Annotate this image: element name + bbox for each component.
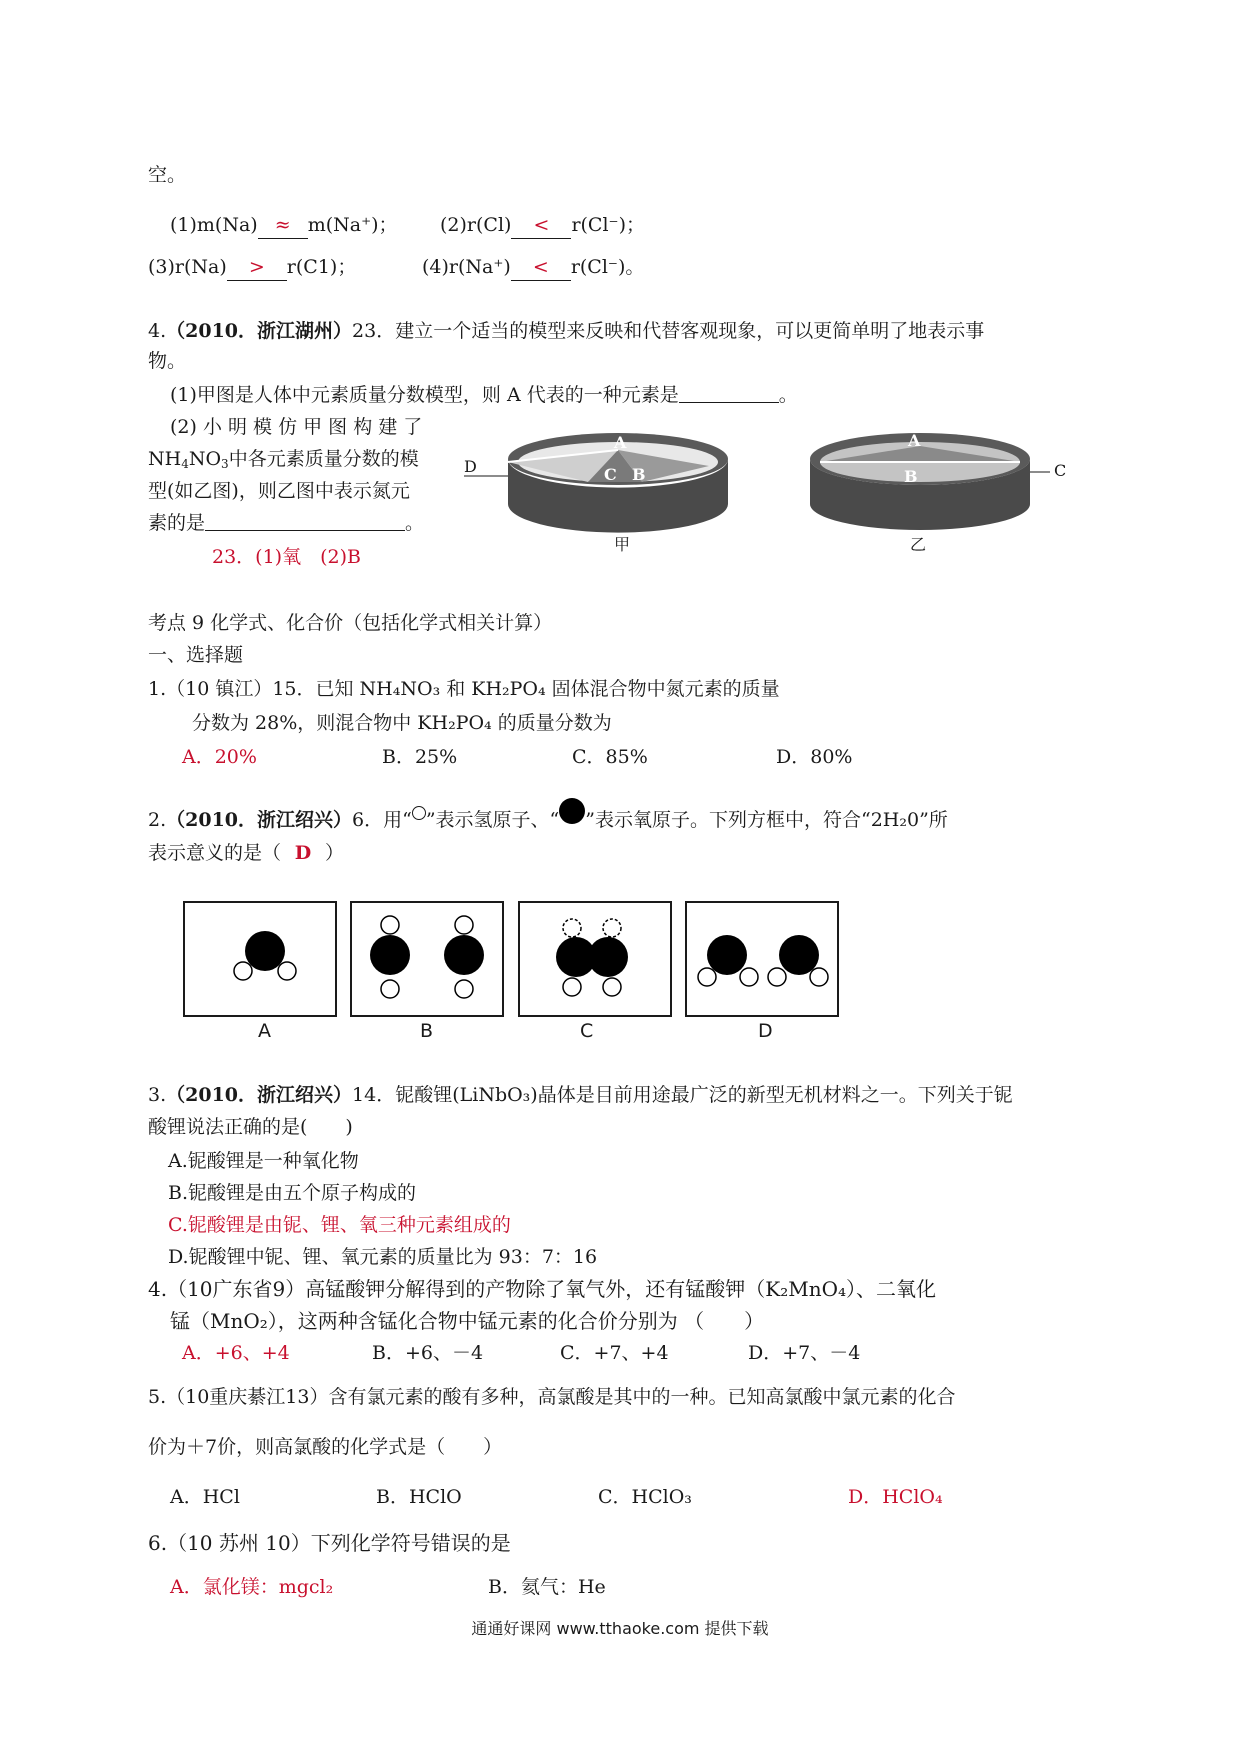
- q4-source: （2010．浙江湖州）: [166, 320, 353, 342]
- q3-r2a-text: (3)r(Na): [148, 256, 227, 278]
- jia-label-c: C: [604, 465, 617, 484]
- q4-stem: 23．建立一个适当的模型来反映和代替客观现象，可以更简单明了地表示事: [352, 320, 985, 342]
- c3-source: （2010．浙江绍兴）: [166, 1084, 353, 1106]
- c1-option-d: D．80%: [776, 746, 853, 768]
- c2-source: （2010．浙江绍兴）: [166, 809, 353, 831]
- q3-r2b-text: (4)r(Na⁺): [422, 256, 511, 278]
- page-footer: 通通好课网 www.tthaoke.com 提供下载: [471, 1619, 769, 1638]
- molecule-b-icon: [352, 903, 502, 1015]
- q3-r1b-text: (2)r(Cl): [440, 214, 512, 236]
- q4-sub1-text: (1)甲图是人体中元素质量分数模型，则 A 代表的一种元素是: [170, 384, 679, 406]
- jia-label-d: D: [464, 457, 477, 476]
- c4-option-a: A．+6、+4: [182, 1342, 290, 1364]
- q4-formula-sub4: 4: [181, 457, 189, 471]
- c2-line1: [148, 798, 948, 833]
- q3-r1b-answer: <: [511, 212, 571, 239]
- c6-option-b: B．氦气：He: [488, 1576, 606, 1598]
- molecule-label-c: C: [580, 1020, 594, 1042]
- q3-row2a: [148, 254, 356, 281]
- q4-sub2-l2: [148, 446, 419, 472]
- molecule-d-icon: [687, 903, 837, 1015]
- yi-caption: 乙: [910, 535, 927, 554]
- c1-option-c: C．85%: [572, 746, 648, 768]
- q4-line1: [148, 318, 984, 344]
- hydrogen-atom-icon: [412, 806, 426, 820]
- q3-row2b: [422, 254, 644, 281]
- c4-option-c: C．+7、+4: [560, 1342, 669, 1364]
- q4-sub2-l4: [148, 510, 424, 536]
- c2-text-b: ”表示氢原子、“: [425, 809, 560, 831]
- c4-line1: 4.（10广东省9）高锰酸钾分解得到的产物除了氧气外，还有锰酸钾（K₂MnO₄）、二氧化: [148, 1277, 936, 1301]
- q3-r1a-text: (1)m(Na): [170, 214, 258, 236]
- molecule-box-d: [685, 901, 839, 1017]
- c1-option-b: B．25%: [382, 746, 458, 768]
- q4-line2: 物。: [148, 350, 187, 372]
- c3-option-b: B.铌酸锂是由五个原子构成的: [168, 1182, 417, 1204]
- c2-text-a: 6．用“: [352, 809, 412, 831]
- q4-sub2-l4-end: 。: [405, 512, 425, 534]
- yi-label-c: C: [1054, 461, 1067, 480]
- c2-number: 2.: [148, 809, 167, 831]
- q3-r2a-answer: >: [227, 254, 287, 281]
- molecule-label-d: D: [758, 1020, 773, 1042]
- jia-label-b: B: [632, 465, 646, 484]
- c3-number: 3.: [148, 1084, 167, 1106]
- q4-sub2-l1: (2) 小 明 模 仿 甲 图 构 建 了: [170, 416, 423, 438]
- c3-line2: 酸锂说法正确的是( ): [148, 1116, 353, 1138]
- c5-option-d: D．HClO₄: [848, 1486, 943, 1508]
- q4-answer: 23．(1)氧 (2)B: [212, 546, 361, 568]
- c3-line1: [148, 1082, 1013, 1108]
- c5-option-c: C．HClO₃: [598, 1486, 692, 1508]
- c2-answer: D: [294, 842, 312, 864]
- q3-tail: 空。: [148, 164, 187, 186]
- c3-option-c: C.铌酸锂是由铌、锂、氧三种元素组成的: [168, 1214, 511, 1236]
- q4-number: 4.: [148, 320, 167, 342]
- c1-line1: 1.（10 镇江）15．已知 NH₄NO₃ 和 KH₂PO₄ 固体混合物中氮元素的质量: [148, 678, 780, 700]
- yi-label-a: A: [908, 431, 921, 450]
- q4-sub2-l4-text: 素的是: [148, 512, 206, 534]
- q4-sub2-l3: 型(如乙图)，则乙图中表示氮元: [148, 480, 410, 502]
- c2-text-c: ”表示氧原子。下列方框中，符合“2H₂0”所: [585, 809, 948, 831]
- molecule-box-a: [183, 901, 337, 1017]
- c2-line2-text: 表示意义的是（: [148, 842, 282, 864]
- q3-r2a-end: r(C1)；: [286, 256, 357, 278]
- figure-jia: [464, 424, 754, 564]
- q3-r1a-end: m(Na⁺)；: [307, 214, 398, 236]
- c2-line2-end: ）: [325, 842, 345, 864]
- q4-sub1-blank: [679, 384, 779, 403]
- q3-r1b-end: r(Cl⁻)；: [571, 214, 645, 236]
- q4-sub1-end: 。: [778, 384, 798, 406]
- c5-line2: 价为＋7价，则高氯酸的化学式是（ ）: [148, 1436, 503, 1458]
- q4-formula-sub3: 3: [221, 457, 229, 471]
- q3-r2b-end: r(Cl⁻)。: [570, 256, 645, 278]
- c5-option-a: A．HCl: [170, 1486, 240, 1508]
- c4-option-b: B．+6、－4: [372, 1342, 484, 1364]
- molecule-label-a: A: [258, 1020, 271, 1042]
- q4-formula-no: NO: [188, 448, 222, 470]
- jia-caption: 甲: [614, 535, 631, 554]
- c2-line2: [148, 840, 344, 866]
- c5-option-b: B．HClO: [376, 1486, 462, 1508]
- jia-label-a: A: [614, 433, 627, 452]
- molecule-a-icon: [185, 903, 335, 1015]
- q4-sub1: [170, 382, 798, 408]
- q4-sub2-blank: [205, 512, 405, 531]
- c4-option-d: D．+7、－4: [748, 1342, 861, 1364]
- q3-r2b-answer: <: [511, 254, 571, 281]
- yi-label-b: B: [904, 467, 918, 486]
- c1-option-a: A．20%: [182, 746, 257, 768]
- q3-r1a-answer: ≈: [258, 212, 308, 239]
- figure-yi: [800, 424, 1080, 564]
- c3-option-a: A.铌酸锂是一种氧化物: [168, 1150, 359, 1172]
- molecule-c-icon: [520, 903, 670, 1015]
- c5-line1: 5.（10重庆綦江13）含有氯元素的酸有多种，高氯酸是其中的一种。已知高氯酸中氯元素的化合: [148, 1386, 956, 1408]
- section-title: 考点 9 化学式、化合价（包括化学式相关计算）: [148, 612, 553, 634]
- c1-line2: 分数为 28%，则混合物中 KH₂PO₄ 的质量分数为: [192, 712, 612, 734]
- molecule-box-c: [518, 901, 672, 1017]
- q4-sub2-l2-text: 中各元素质量分数的模: [228, 448, 419, 470]
- q4-formula-nh: NH: [148, 448, 182, 470]
- c6-line1: 6.（10 苏州 10）下列化学符号错误的是: [148, 1531, 511, 1555]
- molecule-label-b: B: [420, 1020, 434, 1042]
- q3-row1a: [170, 212, 398, 239]
- section-subtitle: 一、选择题: [148, 644, 244, 666]
- oxygen-atom-icon: [559, 798, 585, 824]
- q3-row1b: [440, 212, 645, 239]
- c3-option-d: D.铌酸锂中铌、锂、氧元素的质量比为 93：7：16: [168, 1246, 598, 1268]
- c6-option-a: A．氯化镁：mgcl₂: [170, 1576, 334, 1598]
- c4-line2: 锰（MnO₂），这两种含锰化合物中锰元素的化合价分别为 （ ）: [170, 1309, 765, 1333]
- c3-stem: 14．铌酸锂(LiNbO₃)晶体是目前用途最广泛的新型无机材料之一。下列关于铌: [352, 1084, 1013, 1106]
- molecule-box-b: [350, 901, 504, 1017]
